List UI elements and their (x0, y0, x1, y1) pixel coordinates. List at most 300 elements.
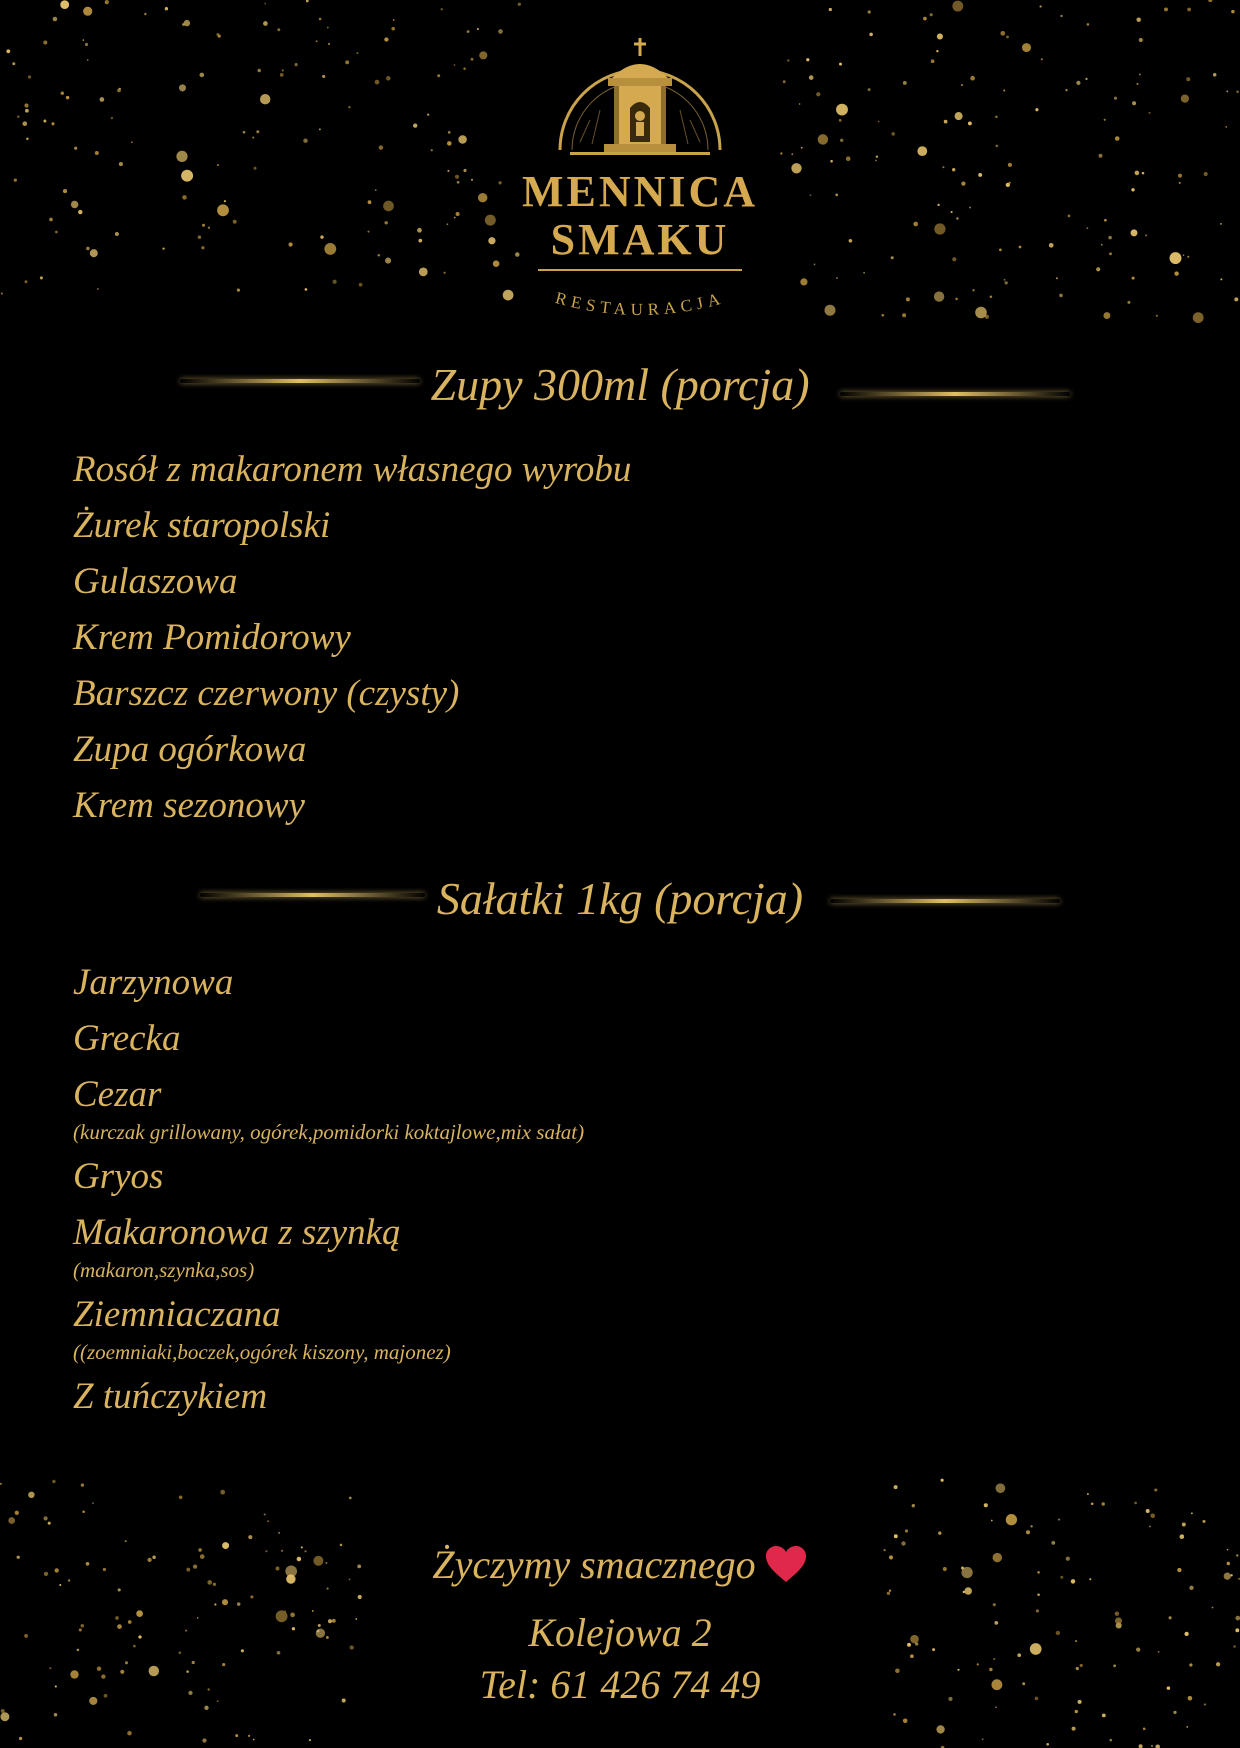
sparkle-dot (1183, 254, 1185, 256)
salad-name: Z tuńczykiem (73, 1376, 268, 1417)
sparkle-dot (217, 164, 219, 166)
sparkle-dot (14, 178, 17, 181)
svg-text:RESTAURACJA (553, 288, 726, 319)
sparkle-dot (208, 227, 210, 229)
sparkle-dot (316, 40, 318, 42)
sparkle-dot (1132, 277, 1135, 280)
sparkle-dot (1131, 188, 1134, 191)
sparkle-dot (448, 131, 451, 134)
sparkle-dot (235, 1734, 238, 1737)
sparkle-dot (455, 175, 459, 179)
sparkle-dot (253, 167, 256, 170)
sparkle-dot (903, 1718, 908, 1723)
sparkle-dot (222, 1599, 228, 1605)
sparkle-dot (1087, 227, 1089, 229)
sparkle-dot (367, 231, 369, 233)
sparkle-dot (44, 1516, 48, 1520)
sparkle-dot (278, 1532, 280, 1534)
sparkle-dot (115, 232, 119, 236)
sparkle-dot (256, 130, 259, 133)
sparkle-dot (179, 1495, 183, 1499)
sparkle-dot (955, 112, 963, 120)
salads-list (73, 955, 584, 1425)
sparkle-dot (87, 59, 89, 61)
sparkle-dot (799, 103, 801, 105)
sparkle-dot (993, 1603, 996, 1606)
sparkle-dot (887, 1592, 890, 1595)
sparkle-dot (281, 69, 283, 71)
sparkle-dot (303, 138, 307, 142)
sparkle-dot (1046, 1743, 1049, 1746)
sparkle-dot (996, 1483, 1006, 1493)
sparkle-dot (248, 1735, 250, 1737)
sparkle-dot (1204, 172, 1208, 176)
sparkle-dot (1213, 73, 1217, 77)
sparkle-dot (493, 260, 500, 267)
sparkle-dot (1006, 1514, 1017, 1525)
sparkle-dot (1101, 244, 1103, 246)
sparkle-dot (1208, 0, 1212, 2)
sparkle-dot (1139, 38, 1143, 42)
list-item: Rosół z makaronem własnego wyrobu (73, 449, 632, 490)
sparkle-dot (902, 313, 906, 317)
sparkle-dot (972, 289, 974, 291)
soups-list (73, 442, 631, 834)
sparkle-dot (216, 33, 219, 36)
sparkle-dot (391, 27, 395, 31)
sparkle-dot (43, 120, 46, 123)
salad-description: (makaron,szynka,sos) (73, 1258, 255, 1282)
sparkle-dot (836, 104, 848, 116)
sparkle-dot (217, 204, 229, 216)
sparkle-dot (260, 94, 270, 104)
sparkle-dot (305, 288, 308, 291)
sparkle-dot (49, 218, 53, 222)
sparkle-dot (1006, 36, 1009, 39)
sparkle-dot (791, 163, 801, 173)
sparkle-dot (85, 43, 88, 46)
sparkle-dot (869, 33, 873, 37)
sparkle-dot (894, 1534, 898, 1538)
list-item (73, 1205, 584, 1281)
sparkle-dot (61, 92, 64, 95)
sparkle-dot (1186, 1726, 1188, 1728)
sparkle-dot (1202, 1520, 1205, 1523)
sparkle-dot (891, 132, 895, 136)
list-item: Zupa ogórkowa (73, 729, 307, 770)
sparkle-dot (1220, 278, 1222, 280)
sparkle-dot (324, 243, 336, 255)
sparkle-dot (952, 257, 956, 261)
sparkle-dot (28, 1492, 34, 1498)
sparkle-dot (968, 121, 972, 125)
sparkle-dot (356, 52, 358, 54)
sparkle-dot (263, 21, 268, 26)
sparkle-dot (220, 1490, 225, 1495)
sparkle-dot (131, 141, 133, 143)
salad-description: (kurczak grillowany, ogórek,pomidorki koktajlowe,mix sałat) (73, 1120, 585, 1144)
sparkle-dot (1019, 246, 1022, 249)
list-item (73, 1149, 584, 1205)
sparkle-dot (1008, 163, 1012, 167)
sparkle-dot (984, 1503, 988, 1507)
sparkle-dot (1193, 312, 1204, 323)
sparkle-dot (1076, 81, 1080, 85)
sparkle-dot (224, 200, 226, 202)
sparkle-dot (951, 211, 953, 213)
footer-address: Kolejowa 2 (528, 1610, 712, 1655)
sparkle-dot (384, 37, 388, 41)
sparkle-dot (447, 141, 452, 146)
sparkle-dot (105, 0, 109, 4)
sparkle-dot (1109, 252, 1112, 255)
sparkle-dot (1058, 1519, 1060, 1521)
sparkle-dot (1146, 1509, 1150, 1513)
sparkle-dot (836, 277, 838, 279)
sparkle-dot (393, 19, 395, 21)
sparkle-dot (375, 80, 380, 85)
sparkle-dot (893, 1713, 896, 1716)
sparkle-dot (127, 1731, 132, 1736)
sparkle-dot (327, 27, 329, 29)
sparkle-dot (1231, 10, 1234, 13)
sparkle-dot (463, 67, 466, 70)
sparkle-dot (1072, 1727, 1076, 1731)
sparkle-dot (1179, 182, 1181, 184)
sparkle-dot (24, 280, 27, 283)
sparkle-dot (214, 1603, 216, 1605)
sparkle-dot (48, 1522, 51, 1525)
list-item: Krem sezonowy (73, 785, 305, 826)
sparkle-dot (471, 58, 474, 61)
sparkle-dot (518, 3, 521, 6)
sparkle-dot (417, 228, 422, 233)
sparkle-dot (952, 1, 963, 12)
sparkle-dot (348, 106, 350, 108)
sparkle-dot (280, 73, 284, 77)
sparkle-dot (936, 1725, 944, 1733)
sparkle-dot (319, 128, 321, 130)
sparkle-dot (1151, 1745, 1153, 1747)
sparkle-dot (53, 17, 58, 22)
sparkle-dot (1154, 1488, 1157, 1491)
sparkle-dot (1085, 78, 1087, 80)
sparkle-dot (1131, 229, 1138, 236)
sparkle-dot (1109, 1739, 1112, 1742)
sparkle-dot (252, 137, 254, 139)
sparkle-dot (71, 201, 78, 208)
sparkle-dot (810, 194, 812, 196)
sparkle-dot (202, 1738, 206, 1742)
sparkle-dot (1226, 90, 1228, 92)
sparkle-dot (1068, 215, 1071, 218)
sparkle-dot (82, 1510, 85, 1513)
sparkle-dot (868, 10, 871, 13)
sparkle-dot (894, 1485, 898, 1489)
sparkle-dot (479, 51, 487, 59)
sparkle-dot (829, 8, 832, 11)
sparkle-dot (801, 147, 803, 149)
sparkle-dot (941, 1479, 944, 1482)
sparkle-dot (876, 155, 878, 157)
sparkle-dot (996, 145, 999, 148)
sparkle-dot (791, 153, 793, 155)
sparkle-dot (1087, 23, 1090, 26)
brand-subtitle (500, 270, 780, 340)
sparkle-dot (289, 242, 293, 246)
sparkle-dot (117, 88, 121, 92)
sparkle-dot (846, 156, 851, 161)
sparkle-dot (1155, 1744, 1159, 1748)
sparkle-dot (243, 131, 246, 134)
sparkle-dot (119, 88, 121, 90)
sparkle-dot (83, 39, 85, 41)
sparkle-dot (358, 1595, 362, 1599)
sparkle-dot (1030, 1525, 1032, 1527)
salads-section-title: Sałatki 1kg (porcja) (436, 873, 804, 924)
sparkle-dot (881, 314, 884, 317)
sparkle-dot (1170, 252, 1182, 264)
sparkle-dot (218, 35, 221, 38)
sparkle-dot (427, 114, 429, 116)
list-item (73, 1011, 584, 1067)
sparkle-dot (818, 134, 828, 144)
sparkle-dot (1142, 172, 1145, 175)
sparkle-dot (1156, 315, 1158, 317)
sparkle-dot (913, 222, 918, 227)
sparkle-dot (198, 235, 201, 238)
sparkle-dot (1006, 183, 1010, 187)
sparkle-dot (1164, 7, 1168, 11)
sparkle-dot (978, 173, 982, 177)
sparkle-dot (83, 7, 92, 16)
sparkle-dot (179, 84, 186, 91)
sparkle-dot (1056, 277, 1058, 279)
sparkle-dot (878, 121, 880, 123)
sparkle-dot (1182, 1523, 1186, 1527)
sparkle-dot (863, 272, 865, 274)
sparkle-dot (86, 247, 89, 250)
list-item: Krem Pomidorowy (73, 617, 351, 658)
brand-subtitle-text: RESTAURACJA (553, 288, 727, 320)
sparkle-dot (485, 215, 496, 226)
brand-name-line-1: MENNICA (521, 167, 759, 216)
sparkle-dot (457, 181, 460, 184)
sparkle-dot (74, 147, 77, 150)
sparkle-dot (202, 224, 205, 227)
sparkle-dot (15, 1511, 19, 1515)
sparkle-dot (378, 254, 381, 256)
sparkle-dot (162, 247, 164, 249)
sparkle-dot (875, 160, 877, 162)
sparkle-dot (868, 88, 871, 91)
sparkle-dot (267, 1520, 269, 1522)
brand-name-line-2: SMAKU (550, 215, 730, 264)
sparkle-dot (66, 96, 69, 99)
list-item: Żurek staropolski (73, 505, 331, 546)
sparkle-dot (95, 151, 99, 155)
sparkle-dot (40, 276, 43, 279)
sparkle-dot (787, 59, 789, 61)
sparkle-dot (956, 217, 958, 219)
sparkle-dot (995, 116, 997, 118)
sparkle-dot (345, 60, 349, 64)
sparkle-dot (419, 268, 428, 277)
sparkle-dot (277, 28, 280, 31)
sparkle-dot (991, 1520, 993, 1522)
sparkle-dot (934, 223, 945, 234)
sparkle-dot (937, 204, 939, 206)
sparkle-dot (1115, 136, 1120, 141)
sparkle-dot (237, 1602, 240, 1605)
list-item: Barszcz czerwony (czysty) (73, 673, 460, 714)
sparkle-dot (912, 1504, 915, 1507)
sparkle-dot (990, 295, 993, 298)
sparkle-dot (443, 272, 445, 274)
sparkle-dot (54, 1713, 58, 1717)
sparkle-dot (936, 50, 938, 52)
sparkle-dot (999, 249, 1002, 252)
sparkle-dot (1039, 5, 1041, 7)
sparkle-dot (1026, 1530, 1030, 1534)
sparkle-dot (418, 239, 422, 243)
sparkle-dot (1075, 1710, 1078, 1713)
sparkle-dot (809, 75, 814, 80)
sparkle-dot (8, 1517, 15, 1524)
sparkle-dot (447, 170, 449, 172)
sparkle-dot (1096, 267, 1100, 271)
sparkle-dot (1148, 112, 1150, 114)
sparkle-dot (1132, 101, 1136, 105)
sparkle-dot (905, 1529, 908, 1532)
sparkle-dot (182, 195, 187, 200)
sparkle-dot (1009, 182, 1011, 184)
sparkle-dot (816, 92, 820, 96)
sparkle-dot (97, 288, 99, 290)
sparkle-dot (12, 62, 15, 65)
sparkle-dot (100, 97, 105, 102)
sparkle-dot (982, 1738, 984, 1740)
sparkle-dot (1003, 90, 1005, 92)
sparkle-dot (379, 145, 383, 149)
sparkle-dot (931, 59, 935, 63)
sparkle-dot (1102, 1502, 1105, 1505)
sparkle-dot (1149, 1526, 1151, 1528)
sparkle-dot (1065, 89, 1067, 91)
sparkle-dot (934, 291, 944, 301)
sparkle-dot (1104, 119, 1106, 121)
sparkle-dot (176, 151, 187, 162)
sparkle-dot (955, 298, 958, 301)
sparkle-dot (1181, 94, 1189, 102)
sparkle-dot (1225, 126, 1227, 128)
sparkle-dot (441, 8, 443, 10)
sparkle-dot (463, 169, 466, 172)
sparkle-dot (1041, 58, 1043, 60)
sparkle-dot (783, 80, 786, 83)
sparkle-dot (51, 122, 54, 125)
sparkle-dot (26, 138, 29, 141)
sparkle-dot (1187, 8, 1191, 12)
sparkle-dot (201, 246, 204, 249)
sparkle-dot (375, 189, 377, 191)
sparkle-dot (306, 0, 309, 2)
sparkle-dot (969, 207, 971, 209)
sparkle-dot (319, 18, 322, 21)
sparkle-dot (975, 307, 987, 319)
sparkle-dot (806, 58, 809, 61)
sparkle-dot (447, 223, 449, 225)
sparkle-dot (1127, 301, 1130, 304)
sparkle-dot (1004, 279, 1006, 281)
sparkle-dot (17, 116, 19, 118)
sparkle-dot (488, 237, 495, 244)
sparkle-dot (1220, 223, 1222, 225)
sparkle-dot (383, 201, 394, 212)
sparkle-dot (477, 28, 479, 30)
sparkle-dot (250, 1595, 253, 1598)
sparkle-dot (78, 210, 82, 214)
sparkle-dot (1099, 154, 1103, 158)
sparkle-dot (253, 1739, 255, 1741)
salad-name: Ziemniaczana (73, 1294, 281, 1335)
sparkle-dot (6, 49, 10, 53)
sparkle-dot (1182, 1534, 1184, 1536)
sparkle-dot (930, 13, 933, 16)
sparkle-dot (1103, 312, 1110, 319)
sparkle-dot (1104, 219, 1107, 222)
sparkle-dot (906, 297, 910, 301)
sparkle-dot (81, 1483, 84, 1486)
sparkle-dot (938, 1531, 941, 1534)
salad-name: Gryos (73, 1156, 164, 1197)
sparkle-dot (891, 256, 894, 259)
sparkle-dot (1179, 1534, 1184, 1539)
sparkle-dot (43, 40, 47, 44)
sparkle-dot (1114, 97, 1117, 100)
sparkle-dot (264, 3, 266, 5)
sparkle-dot (1102, 1713, 1106, 1717)
sparkle-dot (458, 135, 467, 144)
sparkle-dot (825, 305, 836, 316)
sparkle-dot (237, 289, 240, 292)
sparkle-dot (0, 1712, 9, 1721)
sparkle-dot (1059, 294, 1063, 298)
sparkle-dot (431, 149, 433, 151)
sparkle-dot (1173, 1711, 1176, 1714)
sparkle-dot (963, 1591, 965, 1593)
wishes-text: Życzymy smacznego (432, 1542, 756, 1587)
sparkle-dot (1091, 1503, 1094, 1506)
sparkle-dot (1035, 108, 1038, 111)
sparkle-dot (332, 280, 336, 284)
sparkle-dot (835, 194, 838, 197)
sparkle-dot (111, 117, 113, 119)
sparkle-dot (1186, 77, 1190, 81)
sparkle-dot (1049, 243, 1054, 248)
sparkle-dot (199, 73, 204, 78)
sparkle-dot (165, 7, 168, 10)
sparkle-dot (471, 179, 473, 181)
sparkle-dot (456, 212, 460, 216)
sparkle-dot (839, 63, 842, 66)
sparkle-dot (1139, 1744, 1143, 1748)
salad-description: ((zoemniaki,boczek,ogórek kiszony, majonez) (73, 1340, 451, 1364)
sparkle-dot (320, 235, 323, 238)
sparkle-dot (384, 221, 387, 224)
sparkle-dot (454, 64, 456, 66)
list-item (73, 1369, 584, 1425)
